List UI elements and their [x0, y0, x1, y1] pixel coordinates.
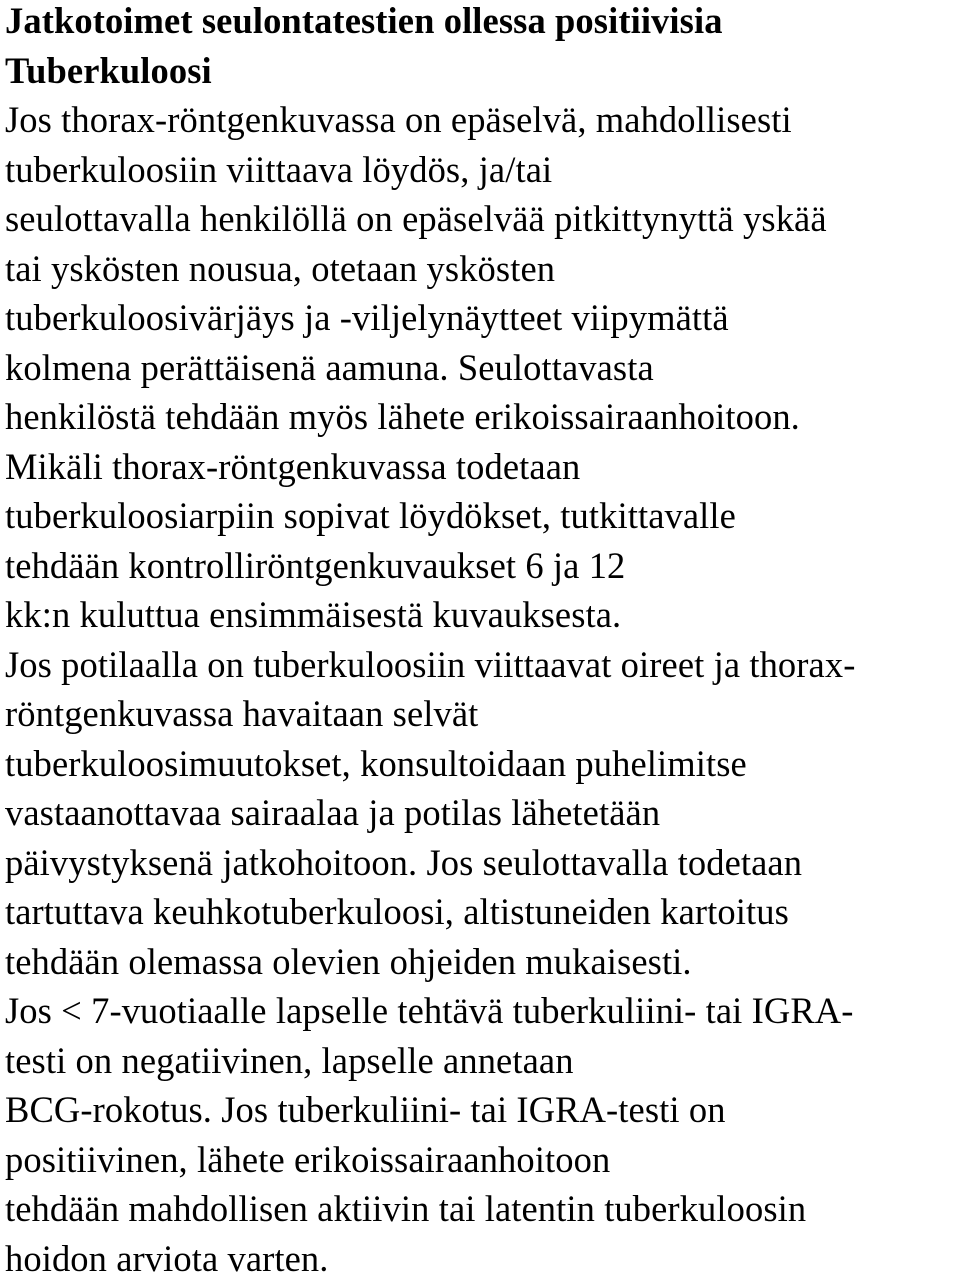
document-page — [5, 0, 955, 1283]
body-line: seulottavalla henkilöllä on epäselvää pitkittynyttä yskää — [5, 194, 955, 244]
body-line: tartuttava keuhkotuberkuloosi, altistuneiden kartoitus — [5, 887, 955, 937]
body-line: hoidon arviota varten. — [5, 1234, 955, 1283]
body-line: tuberkuloosivärjäys ja -viljelynäytteet viipymättä — [5, 293, 955, 343]
body-line: henkilöstä tehdään myös lähete erikoissairaanhoitoon. — [5, 392, 955, 442]
body-line: Jos < 7-vuotiaalle lapselle tehtävä tuberkuliini- tai IGRA- — [5, 986, 955, 1036]
body-line: Jos potilaalla on tuberkuloosiin viittaavat oireet ja thorax- — [5, 640, 955, 690]
body-line: tehdään olemassa olevien ohjeiden mukaisesti. — [5, 937, 955, 987]
body-line: kolmena perättäisenä aamuna. Seulottavasta — [5, 343, 955, 393]
body-line: BCG-rokotus. Jos tuberkuliini- tai IGRA-testi on — [5, 1085, 955, 1135]
body-line: positiivinen, lähete erikoissairaanhoitoon — [5, 1135, 955, 1185]
body-line: tehdään mahdollisen aktiivin tai latentin tuberkuloosin — [5, 1184, 955, 1234]
body-line: Jos thorax-röntgenkuvassa on epäselvä, mahdollisesti — [5, 95, 955, 145]
body-line: tuberkuloosiarpiin sopivat löydökset, tutkittavalle — [5, 491, 955, 541]
body-line: tuberkuloosiin viittaava löydös, ja/tai — [5, 145, 955, 195]
body-line: kk:n kuluttua ensimmäisestä kuvauksesta. — [5, 590, 955, 640]
body-line: röntgenkuvassa havaitaan selvät — [5, 689, 955, 739]
body-line: vastaanottavaa sairaalaa ja potilas lähetetään — [5, 788, 955, 838]
section-heading: Tuberkuloosi — [5, 46, 955, 96]
body-line: päivystyksenä jatkohoitoon. Jos seulottavalla todetaan — [5, 838, 955, 888]
body-line: tuberkuloosimuutokset, konsultoidaan puhelimitse — [5, 739, 955, 789]
body-line: Mikäli thorax-röntgenkuvassa todetaan — [5, 442, 955, 492]
document-title: Jatkotoimet seulontatestien ollessa positiivisia — [5, 0, 955, 46]
body-line: tai yskösten nousua, otetaan yskösten — [5, 244, 955, 294]
body-line: tehdään kontrolliröntgenkuvaukset 6 ja 12 — [5, 541, 955, 591]
body-line: testi on negatiivinen, lapselle annetaan — [5, 1036, 955, 1086]
